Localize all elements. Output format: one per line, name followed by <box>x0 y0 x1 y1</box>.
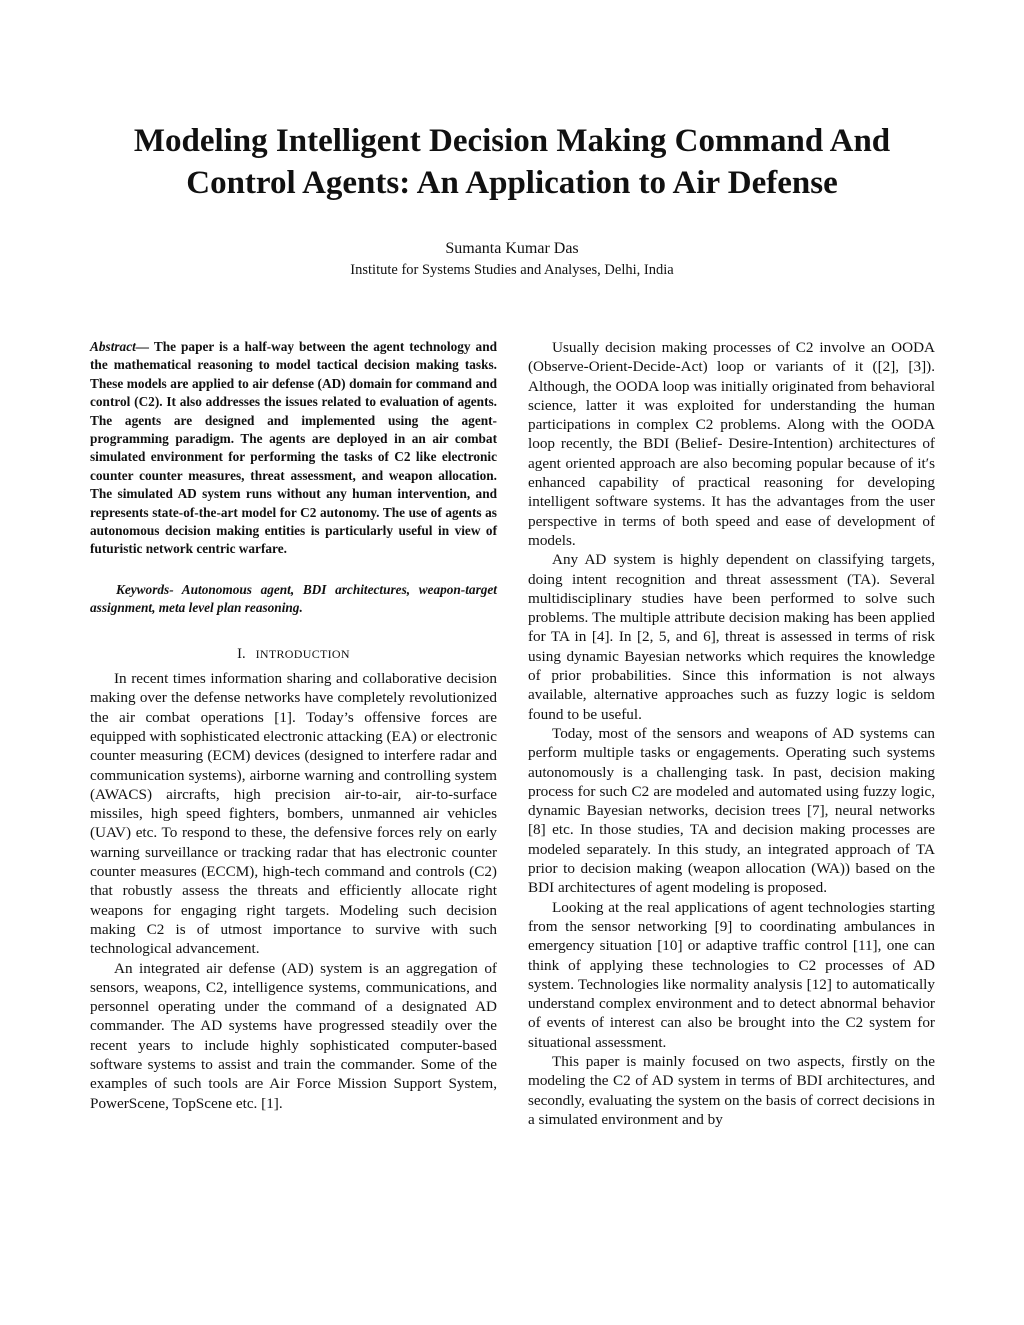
left-column <box>90 338 497 1113</box>
author-affiliation: Institute for Systems Studies and Analyses, Delhi, India <box>350 262 674 278</box>
section-heading-introduction <box>90 646 497 663</box>
paragraph: In recent times information sharing and collaborative decision making over the defense networks have completely revolutionized the air combat operations [1]. Today’s offensive forces are equipped with sophisticated electronic attacking (EA) or electronic counter measuring (ECM) devices (designed to interfere radar and communication systems), airborne warning and controlling system (AWACS) aircrafts, high precision air-to-air, air-to-surface missiles, high speed fighters, bombers, unmanned air vehicles (UAV) etc. To respond to these, the defensive forces rely on early warning surveillance or tracking radar that has electronic counter counter measures (ECCM), high-tech command and controls (C2) that robustly assess the threats and efficiently allocate right weapons for engaging right targets. Modeling such decision making C2 is of utmost importance to survive with such technological advancement. <box>90 670 497 958</box>
abstract-label: Abstract— <box>90 339 150 354</box>
title-line-1: Modeling Intelligent Decision Making Command And <box>133 123 891 159</box>
right-column <box>528 338 935 1129</box>
section-number: I. <box>237 646 246 663</box>
paragraph: This paper is mainly focused on two aspects, firstly on the modeling the C2 of AD system in terms of BDI architectures, and secondly, evaluating the system on the basis of correct decisions in a simulated environment and by <box>528 1052 935 1128</box>
paragraph: Any AD system is highly dependent on classifying targets, doing intent recognition and threat assessment (TA). Several multidisciplinary studies have been performed to solve such problems. The multiple attribute decision making has been applied for TA in [4]. In [2, 5, and 6], threat is assessed in terms of risk using dynamic Bayesian networks which requires the knowledge of prior probabilities. Since this information is not always available, alternative approaches such as fuzzy logic is seldom found to be useful. <box>528 551 935 723</box>
title-line-2: Control Agents: An Application to Air Defense <box>186 165 838 201</box>
paper-title <box>60 120 964 204</box>
author-name: Sumanta Kumar Das <box>445 240 579 257</box>
abstract-text: The paper is a half-way between the agent technology and the mathematical reasoning to model tactical decision making tasks. These models are applied to air defense (AD) domain for command and control (C2). It also addresses the issues related to evaluation of agents. The agents are designed and implemented using the agent-programming paradigm. The agents are deployed in an air combat simulated environment for performing the tasks of C2 like electronic counter counter measures, threat assessment, and weapon allocation. The simulated AD system runs without any human intervention, and represents state-of-the-art model for C2 autonomy. The use of agents as autonomous decision making entities is particularly useful in view of futuristic network centric warfare. <box>90 339 497 557</box>
keywords: Keywords- Autonomous agent, BDI architectures, weapon-target assignment, meta level plan reasoning. <box>90 581 497 616</box>
abstract <box>90 338 497 559</box>
paragraph: Today, most of the sensors and weapons of AD systems can perform multiple tasks or engagements. Operating such systems autonomously is a challenging task. In past, decision making process for such C2 are modeled and automated using fuzzy logic, dynamic Bayesian networks, decision trees [7], neural networks [8] etc. In those studies, TA and decision making processes are modeled separately. In this study, an integrated approach of TA prior to decision making (weapon allocation (WA)) based on the BDI architectures of agent modeling is proposed. <box>528 724 935 897</box>
paragraph: Usually decision making processes of C2 involve an OODA (Observe-Orient-Decide-Act) loop or variants of it ([2], [3]). Although, the OODA loop was initially originated from behavioral science, latter it was exploited for understanding the human participations in complex C2 problems. Along with the OODA loop recently, the BDI (Belief- Desire-Intention) architectures of agent oriented approach are also becoming popular because of it′s enhanced capability of practical reasoning for developing intelligent software systems. It has the advantages from the user perspective in terms of both speed and ease of development of models. <box>528 339 935 549</box>
paragraph: An integrated air defense (AD) system is an aggregation of sensors, weapons, C2, intelligence systems, communications, and personnel operating under the command of a designated AD commander. The AD systems have progressed steadily over the recent years to include highly sophisticated computer-based software systems to assist and train the commander. Some of the examples of such tools are Air Force Mission Support System, PowerScene, TopScene etc. [1]. <box>90 959 497 1112</box>
paragraph: Looking at the real applications of agent technologies starting from the sensor networking [9] to coordinating ambulances in emergency situation [10] or adaptive traffic control [11], one can think of applying these technologies to C2 processes of AD system. Technologies like normality analysis [12] to automatically understand complex environment and to detect abnormal behavior of events of interest can also be brought into the C2 system for situational assessment. <box>528 898 935 1051</box>
introduction-body <box>90 669 497 1113</box>
section-title: INTRODUCTION <box>255 647 350 662</box>
